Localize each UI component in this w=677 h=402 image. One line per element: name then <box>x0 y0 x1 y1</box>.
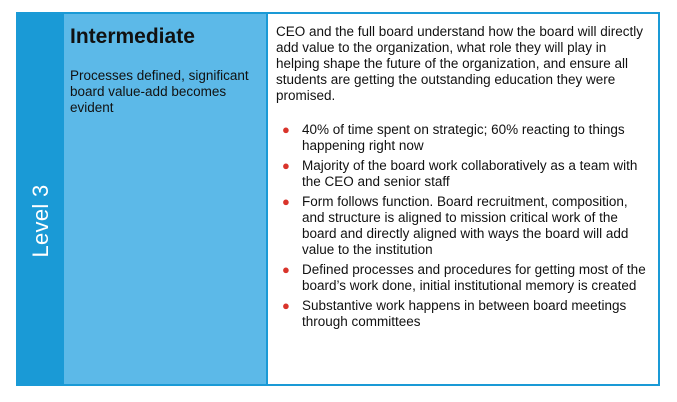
bullet-icon: ● <box>282 194 290 209</box>
maturity-level-table <box>16 12 660 386</box>
bullet-list <box>276 122 648 330</box>
intro-paragraph: CEO and the full board understand how the board will directly add value to the organization, what role they will play in helping shape the future of the organization, and ensure all students are getting the outstanding education they were promised. <box>276 24 643 103</box>
list-item-text: Defined processes and procedures for getting most of the board’s work done, initial institutional memory is created <box>302 262 646 293</box>
list-item <box>276 158 648 190</box>
stage-panel <box>64 14 266 384</box>
list-item-text: Majority of the board work collaboratively as a team with the CEO and senior staff <box>302 158 638 189</box>
level-label: Level 3 <box>28 184 53 258</box>
list-item <box>276 122 648 154</box>
level-sidebar <box>18 14 64 384</box>
list-item <box>276 194 648 258</box>
content-panel <box>268 14 658 384</box>
bullet-icon: ● <box>282 262 290 277</box>
list-item-text: Substantive work happens in between board meetings through committees <box>302 298 627 329</box>
stage-description: Processes defined, significant board value-add becomes evident <box>70 68 249 115</box>
bullet-icon: ● <box>282 158 290 173</box>
stage-title: Intermediate <box>70 25 195 48</box>
list-item <box>276 298 648 330</box>
bullet-icon: ● <box>282 122 290 137</box>
bullet-icon: ● <box>282 298 290 313</box>
list-item-text: Form follows function. Board recruitment, composition, and structure is aligned to mission critical work of the board and directly aligned with ways the board will add value to the institution <box>302 194 629 257</box>
list-item-text: 40% of time spent on strategic; 60% reacting to things happening right now <box>302 122 625 153</box>
list-item <box>276 262 648 294</box>
